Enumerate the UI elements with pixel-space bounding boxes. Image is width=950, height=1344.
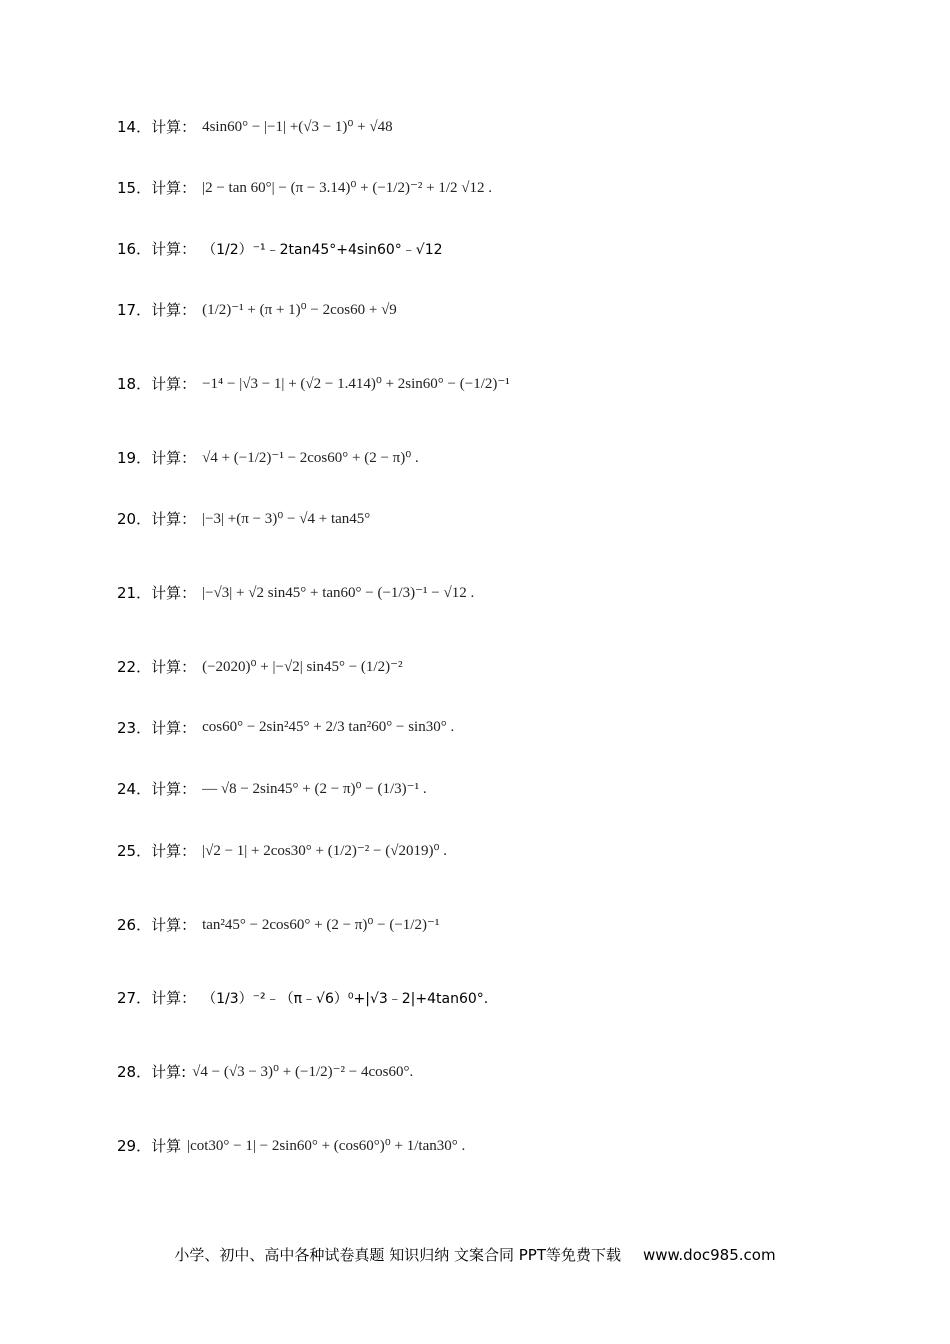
problem-expression: — √8 − 2sin45° + (2 − π)⁰ − (1/3)⁻¹ .	[202, 781, 427, 797]
problem-26	[117, 914, 439, 935]
footer-text: 小学、初中、高中各种试卷真题 知识归纳 文案合同 PPT等免费下载	[174, 1246, 621, 1264]
problem-25	[117, 840, 447, 861]
problem-label: 26．计算：	[117, 916, 197, 934]
problem-21	[117, 582, 474, 603]
problem-23	[117, 717, 454, 738]
problem-label: 18．计算：	[117, 375, 197, 393]
problem-27	[117, 987, 488, 1008]
problem-16	[117, 238, 443, 259]
problem-19	[117, 447, 419, 468]
problem-18	[117, 373, 510, 394]
problem-expression: √4 + (−1/2)⁻¹ − 2cos60° + (2 − π)⁰ .	[202, 450, 419, 466]
problem-28	[117, 1061, 413, 1082]
problem-expression: 4sin60° − |−1| +(√3 − 1)⁰ + √48	[202, 119, 393, 135]
problem-expression: tan²45° − 2cos60° + (2 − π)⁰ − (−1/2)⁻¹	[202, 917, 440, 933]
problem-label: 24．计算：	[117, 780, 197, 798]
problem-15	[117, 177, 492, 198]
problem-24	[117, 778, 427, 799]
page-footer	[0, 1244, 950, 1265]
problem-14	[117, 116, 393, 137]
problem-expression: cos60° − 2sin²45° + 2/3 tan²60° − sin30° .	[202, 719, 455, 735]
problem-label: 19．计算：	[117, 449, 197, 467]
problem-expression: (−2020)⁰ + |−√2| sin45° − (1/2)⁻²	[202, 659, 403, 675]
problem-label: 15．计算：	[117, 179, 197, 197]
problem-label: 23．计算：	[117, 719, 197, 737]
problem-17	[117, 299, 397, 320]
problem-expression: −1⁴ − |√3 − 1| + (√2 − 1.414)⁰ + 2sin60° − (−1/2)⁻¹	[202, 376, 510, 392]
problem-expression: |2 − tan 60°| − (π − 3.14)⁰ + (−1/2)⁻² + 1/2 √12 .	[202, 180, 492, 196]
problem-label: 25．计算：	[117, 842, 197, 860]
problem-label: 29．计算	[117, 1137, 182, 1155]
problem-label: 22．计算：	[117, 658, 197, 676]
problem-22	[117, 656, 403, 677]
problem-expression: |−√3| + √2 sin45° + tan60° − (−1/3)⁻¹ − √12 .	[202, 585, 475, 601]
problem-expression: |√2 − 1| + 2cos30° + (1/2)⁻² − (√2019)⁰ .	[202, 843, 447, 859]
problem-label: 28．计算:	[117, 1063, 187, 1081]
problem-label: 16．计算：	[117, 240, 197, 258]
problem-label: 14．计算：	[117, 118, 197, 136]
problem-label: 27．计算：	[117, 989, 197, 1007]
problem-label: 20．计算：	[117, 510, 197, 528]
problem-20	[117, 508, 370, 529]
problem-label: 17．计算：	[117, 301, 197, 319]
problem-expression: |cot30° − 1| − 2sin60° + (cos60°)⁰ + 1/tan30° .	[187, 1138, 466, 1154]
problem-expression: （1/3）⁻²﹣（π﹣√6）⁰+|√3﹣2|+4tan60°.	[202, 990, 489, 1007]
footer-site-link[interactable]: www.doc985.com	[642, 1246, 776, 1264]
problem-expression: |−3| +(π − 3)⁰ − √4 + tan45°	[202, 511, 371, 527]
problem-label: 21．计算：	[117, 584, 197, 602]
problem-29	[117, 1135, 465, 1156]
problem-expression: （1/2）⁻¹﹣2tan45°+4sin60°﹣√12	[202, 241, 443, 258]
problem-expression: (1/2)⁻¹ + (π + 1)⁰ − 2cos60 + √9	[202, 302, 397, 318]
problem-expression: √4 − (√3 − 3)⁰ + (−1/2)⁻² − 4cos60°.	[192, 1064, 414, 1080]
